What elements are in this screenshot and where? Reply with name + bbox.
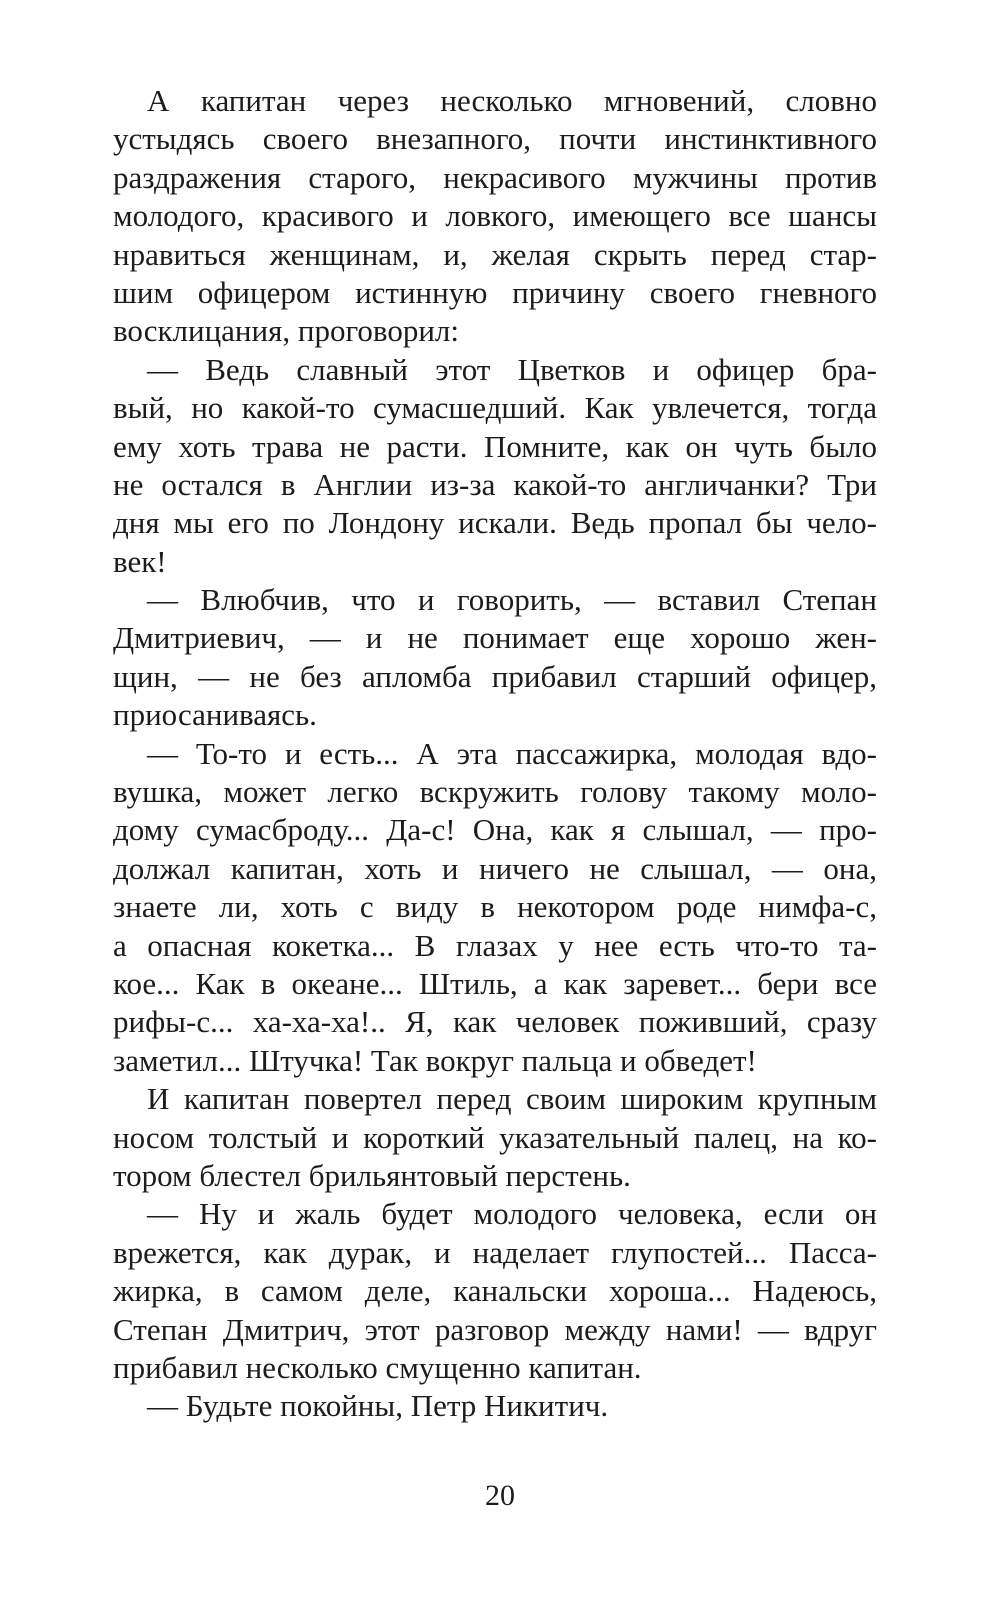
text-line: — То-то и есть... А эта пассажирка, молодая вдо- [147,735,877,771]
text-line: — Влюбчив, что и говорить, — вставил Степан [147,582,877,618]
page-number: 20 [485,1479,515,1512]
text-line: кое... Как в океане... Штиль, а как заревет... бери все [113,965,877,1001]
text-line: должал капитан, хоть и ничего не слышал, — она, [113,850,877,886]
text-line: не остался в Англии из-за какой-то англичанки? Три [113,466,877,502]
text-line: приосаниваясь. [113,697,317,733]
text-line: знаете ли, хоть с виду в некотором роде нимфа-с, [113,889,877,925]
text-line: а опасная кокетка... В глазах у нее есть что-то та- [113,927,877,963]
text-line: дому сумасброду... Да-с! Она, как я слышал, — про- [113,812,877,848]
text-block [113,82,877,1426]
text-line: раздражения старого, некрасивого мужчины против [113,159,877,195]
text-line: жирка, в самом деле, канальски хороша... Надеюсь, [113,1273,877,1309]
text-line: врежется, как дурак, и наделает глупостей... Пасса- [113,1234,877,1270]
text-line: шим офицером истинную причину своего гневного [113,274,877,310]
text-line: восклицания, проговорил: [113,313,459,349]
text-line: — Будьте покойны, Петр Никитич. [147,1388,609,1424]
text-line: вый, но какой-то сумасшедший. Как увлечется, тогда [113,390,877,426]
text-line: — Ну и жаль будет молодого человека, если он [147,1196,877,1232]
text-line: Дмитриевич, — и не понимает еще хорошо жен- [113,620,877,656]
text-line: И капитан повертел перед своим широким крупным [147,1081,877,1117]
text-line: ему хоть трава не расти. Помните, как он чуть было [113,428,877,464]
text-line: рифы-с... ха-ха-ха!.. Я, как человек поживший, сразу [113,1004,877,1040]
text-line: носом толстый и короткий указательный палец, на ко- [113,1119,877,1155]
text-line: — Ведь славный этот Цветков и офицер бра- [147,351,877,387]
text-line: тором блестел брильянтовый перстень. [113,1157,631,1193]
text-line: век! [113,543,167,579]
text-line: устыдясь своего внезапного, почти инстинктивного [113,121,877,157]
text-line: щин, — не без апломба прибавил старший офицер, [113,658,877,694]
text-line: нравиться женщинам, и, желая скрыть перед стар- [113,236,877,272]
text-line: молодого, красивого и ловкого, имеющего все шансы [113,198,877,234]
text-line: прибавил несколько смущенно капитан. [113,1349,642,1385]
text-line: вушка, может легко вскружить голову такому моло- [113,774,877,810]
text-line: заметил... Штучка! Так вокруг пальца и обведет! [113,1042,757,1078]
text-line: Степан Дмитрич, этот разговор между нами! — вдруг [113,1311,877,1347]
text-line: дня мы его по Лондону искали. Ведь пропал бы чело- [113,505,877,541]
text-line: А капитан через несколько мгновений, словно [147,83,877,118]
